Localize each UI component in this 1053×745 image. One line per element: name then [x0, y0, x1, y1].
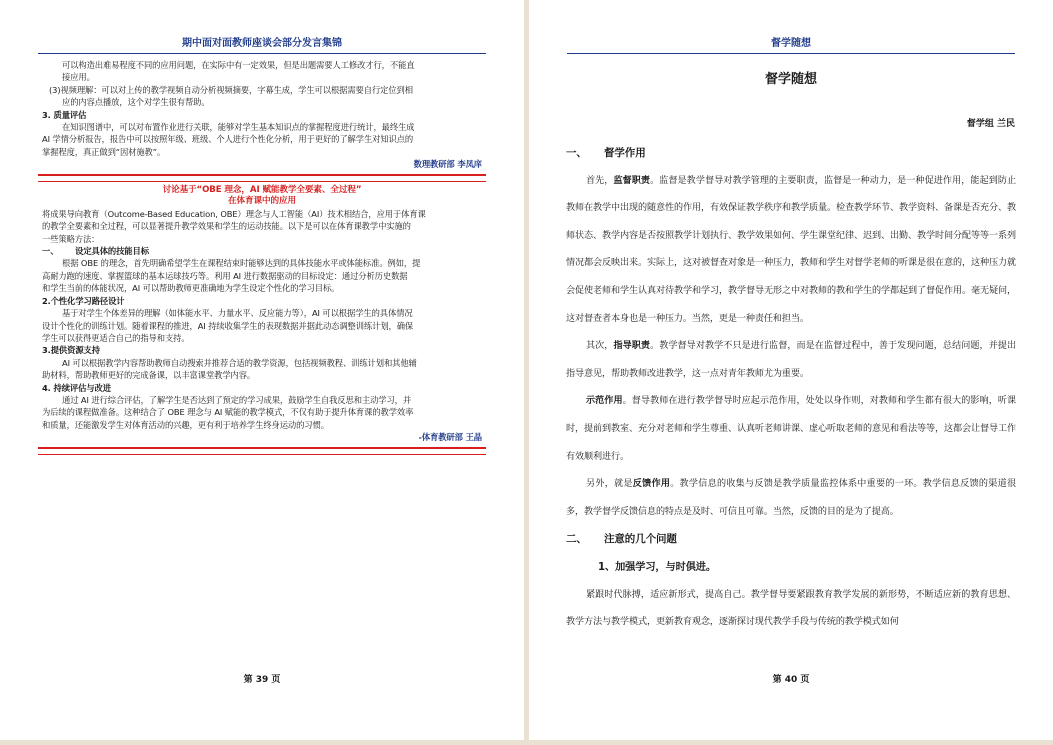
text-run: 。督导教师在进行教学督导时应起示范作用，处处以身作则，对教师和学生都有很大的影响，听课时，提前到教室、充分对老师和学生尊重、认真听老师讲课、虚心听取老师的意见和看法等等，这都会让督导工作有效顺利进行。: [566, 396, 1016, 462]
article-title: 督学随想: [764, 72, 817, 87]
body-line: 通过 AI 进行综合评估，了解学生是否达到了预定的学习成果，鼓励学生自我反思和主动学习，并: [62, 394, 412, 405]
body-line: (3)视频理解：可以对上传的教学视频自动分析视频摘要，字幕生成，学生可以根据需要自行定位到相: [49, 84, 413, 95]
section-number: 二、: [566, 533, 587, 546]
body-line: 在知识图谱中，可以对布置作业进行关联，能够对学生基本知识点的掌握程度进行统计，最终生成: [62, 122, 415, 133]
body-line: 和学生当前的体能状况，AI 可以帮助教师更准确地为学生设定个性化的学习目标。: [42, 283, 340, 294]
body-line: 掌握程度，真正做到“因材施教”。: [42, 146, 166, 157]
body-line: 可以构造出难易程度不同的应用问题，在实际中有一定效果，但是出题需要人工修改才行，不能直: [62, 60, 415, 70]
article-title-line-1: 讨论基于“OBE 理念，AI 赋能教学全要素、全过程”: [162, 184, 362, 195]
left-page-body: [42, 59, 482, 458]
red-divider: [38, 447, 486, 455]
section-number: 一、: [566, 147, 587, 159]
text-run: 。监督是教学督导对教学管理的主要职责，监督是一种动力，是一种促进作用，能起到防止教师在教学中出现的随意性的作用，有效保证教学秩序和教学质量。检查教学环节、教学资料、备课是否充分、教师状态、教学内容是否按照教学计划执行、教学效果如何、学生课堂纪律、迟到、出勤、教学时间分配等等一系列情况都会反映出来。实际上，这对被督查对象是一种压力，教师和学生对督学老师的听课是很在意的，这种压力就会促使老师和学生认真对待教学和学习，教学督导无形之中对教师的教和学生的学都起到了督促作用。毫无疑问，这对督查者本身也是一种压力。当然，更是一种责任和担当。: [566, 175, 1016, 324]
page-number-left: 第 39 页: [243, 675, 281, 685]
text-run: 其次，: [586, 341, 614, 352]
text-run: 首先，: [586, 175, 614, 186]
body-line: 根据 OBE 的理念，首先明确希望学生在课程结束时能够达到的具体技能水平或体能标准。例如，提: [62, 258, 421, 269]
body-line: 和质量，还能激发学生对体育活动的兴趣，更有利于培养学生终身运动的习惯。: [42, 419, 329, 430]
paragraph-feedback: [566, 471, 1016, 526]
running-header-right: 督学随想: [567, 34, 1015, 54]
body-line: 一些策略方法：: [42, 233, 100, 244]
body-line: 的教学全要素和全过程，可以显著提升教学效果和学生的运动技能。以下是可以在体育课教学中实施的: [42, 221, 411, 232]
text-run: 。教学信息的收集与反馈是教学质量监控体系中重要的一环。教学信息反馈的渠道很多，教学督学反馈信息的特点是及时、可信且可靠。当然，反馈的目的是为了提高。: [566, 479, 1016, 517]
body-line: 助材料，帮助教师更好的完成备课，以丰富课堂教学内容。: [42, 370, 256, 381]
paragraph-demonstration: [566, 388, 1016, 471]
body-line: 学生可以获得更适合自己的指导和支持。: [42, 332, 190, 343]
article-title-line-2: 在体育课中的应用: [228, 196, 296, 207]
bold-term: 示范作用: [586, 396, 623, 407]
body-line: 高耐力跑的速度、掌握篮球的基本运球技巧等。利用 AI 进行数据驱动的目标设定：通过分析历史数据: [42, 270, 408, 281]
body-line: 应的内容点播放，这个对学生很有帮助。: [62, 97, 210, 108]
section-heading-2: 2.个性化学习路径设计: [42, 295, 125, 306]
signature-pe-dept: -体育教研部 王晶: [418, 432, 482, 443]
paragraph-supervision: [566, 168, 1016, 334]
article-byline: 督学组 兰民: [966, 119, 1015, 129]
section-title: 督学作用: [604, 147, 646, 159]
subsection-heading: 1、加强学习，与时俱进。: [598, 561, 716, 573]
bold-term: 反馈作用: [632, 479, 671, 490]
running-header-left: 期中面对面教师座谈会部分发言集锦: [38, 34, 486, 54]
text-run: 。教学督导对教学不只是进行监督，而是在监督过程中，善于发现问题，总结问题，并提出指导意见，帮助教师改进教学，这一点对青年教师尤为重要。: [566, 341, 1016, 379]
bold-term: 监督职责: [613, 175, 651, 186]
section-heading-1: 一、 设定具体的技能目标: [42, 246, 149, 257]
red-divider: [38, 174, 486, 182]
page-39: [0, 0, 524, 740]
body-line: 基于对学生个体差异的理解（如体能水平、力量水平、反应能力等），AI 可以根据学生的具体情况: [62, 308, 413, 319]
section-heading-quality: 3. 质量评估: [42, 109, 87, 120]
body-line: 设计个性化的训练计划。随着课程的推进，AI 持续收集学生的表现数据并据此动态调整训练计划，确保: [42, 320, 414, 331]
page-number-right: 第 40 页: [772, 675, 810, 685]
section-heading-3: 3.提供资源支持: [42, 345, 100, 356]
section-heading-issues: [566, 526, 1016, 554]
section-heading-role: [566, 140, 1016, 168]
body-line: AI 可以根据教学内容帮助教师自动搜索并推荐合适的教学资源，包括视频教程、训练计划和其他辅: [62, 357, 417, 368]
text-run: 另外，就是: [586, 479, 633, 490]
bold-term: 指导职责: [613, 341, 651, 352]
body-line: 接应用。: [62, 72, 95, 83]
paragraph-keep-learning: 紧跟时代脉搏，适应新形式，提高自己。教学督导要紧跟教育教学发展的新形势，不断适应新的教育思想、教学方法与教学模式，更新教育观念，逐渐探讨现代教学手段与传统的教学模式如何: [566, 589, 1016, 628]
body-line: 为后续的课程做准备。这种结合了 OBE 理念与 AI 赋能的教学模式，不仅有助于提升体育课的教学效率: [42, 407, 414, 418]
section-title: 注意的几个问题: [604, 533, 677, 546]
signature-math-dept: 数理教研部 李凤庠: [413, 159, 482, 170]
body-line: AI 学情分析报告，报告中可以按照年级、班级、个人进行个性化分析，用于更好的了解学生对知识点的: [42, 134, 414, 145]
body-line: 将成果导向教育（Outcome-Based Education, OBE）理念与人工智能（AI）技术相结合，应用于体育课: [42, 208, 426, 219]
section-heading-4: 4. 持续评估与改进: [42, 382, 111, 393]
right-page-body: [566, 140, 1016, 637]
page-40: [529, 0, 1053, 740]
paragraph-guidance: [566, 333, 1016, 388]
